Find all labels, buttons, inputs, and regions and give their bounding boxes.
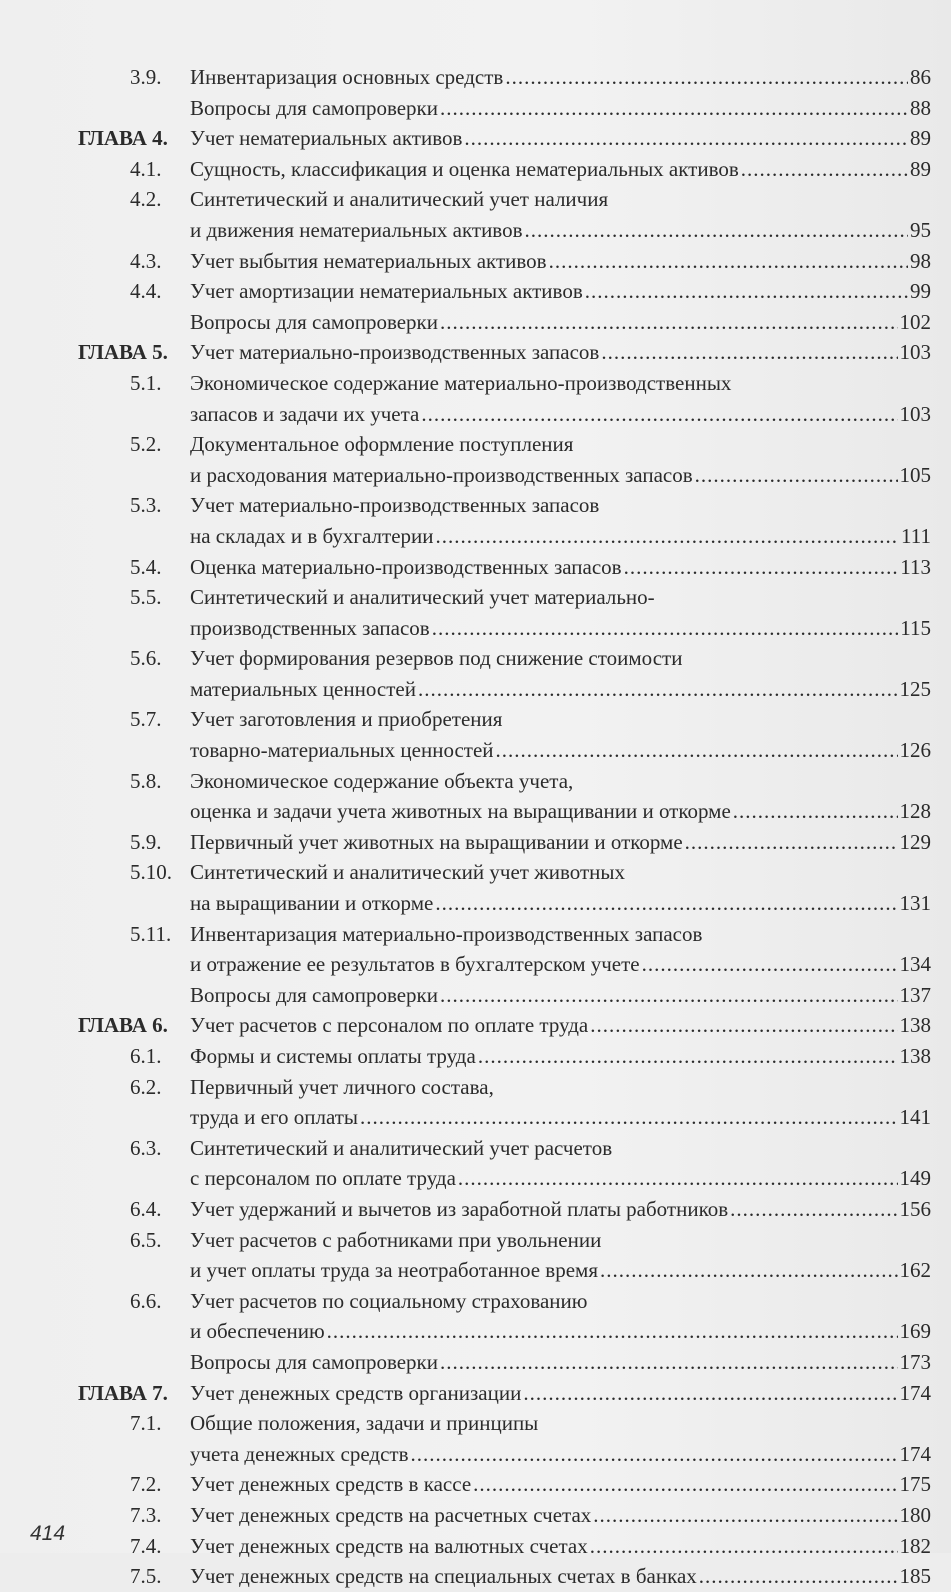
toc-entry-page: 149 xyxy=(899,1166,931,1191)
toc-entry-title-line xyxy=(190,1102,931,1133)
toc-entry-title-line xyxy=(190,888,931,919)
toc-entry-number: 4.3. xyxy=(130,248,162,273)
toc-entry-number: 7.4. xyxy=(130,1533,162,1558)
toc-entry-title-line: Синтетический и аналитический учет наличия xyxy=(190,187,609,212)
toc-entry-title: Первичный учет животных на выращивании и откорме xyxy=(190,829,683,854)
toc-entry-page: 103 xyxy=(899,401,931,426)
toc-entry-body xyxy=(190,368,931,429)
toc-chapter-entry xyxy=(78,123,931,154)
toc-entry-page: 174 xyxy=(899,1441,931,1466)
toc-entry-number: 6.4. xyxy=(130,1196,162,1221)
toc-entry-title: учета денежных средств xyxy=(190,1441,409,1466)
toc-entry-title-line xyxy=(190,1163,931,1194)
toc-entry-title: Учет денежных средств на специальных счетах в банках xyxy=(190,1564,697,1589)
dot-leader xyxy=(699,1561,898,1592)
toc-section-entry xyxy=(78,1286,931,1347)
toc-section-entry xyxy=(78,552,931,583)
toc-entry-number: 5.4. xyxy=(130,554,162,579)
toc-section-entry xyxy=(78,1347,931,1378)
toc-entry-body xyxy=(190,123,931,154)
toc-entry-title-line xyxy=(190,827,931,858)
toc-entry-body xyxy=(190,1378,931,1409)
toc-entry-page: 113 xyxy=(900,554,931,579)
toc-entry-title-line: Инвентаризация материально-производственных запасов xyxy=(190,921,703,946)
toc-entry-title: и учет оплаты труда за неотработанное время xyxy=(190,1258,598,1283)
toc-entry-title: товарно-материальных ценностей xyxy=(190,738,494,763)
dot-leader xyxy=(458,1163,898,1194)
toc-entry-body xyxy=(190,1133,931,1194)
toc-entry-body xyxy=(190,857,931,918)
toc-entry-title: и расходования материально-производственных запасов xyxy=(190,462,693,487)
toc-entry-page: 105 xyxy=(899,462,931,487)
toc-entry-title-line: Учет расчетов по социальному страхованию xyxy=(190,1288,588,1313)
dot-leader xyxy=(525,215,909,246)
toc-entry-page: 141 xyxy=(899,1105,931,1130)
toc-entry-title: Вопросы для самопроверки xyxy=(190,982,439,1007)
toc-entry-page: 115 xyxy=(900,615,931,640)
toc-entry-body xyxy=(190,184,931,245)
dot-leader xyxy=(473,1469,897,1500)
toc-entry-title-line: Документальное оформление поступления xyxy=(190,432,574,457)
toc-entry-body xyxy=(190,1072,931,1133)
toc-entry-page: 89 xyxy=(910,126,931,151)
toc-section-entry xyxy=(78,766,931,827)
toc-entry-number: 4.1. xyxy=(130,156,162,181)
toc-entry-title-line: Учет материально-производственных запасов xyxy=(190,493,600,518)
toc-entry-page: 182 xyxy=(899,1533,931,1558)
toc-entry-body xyxy=(190,1500,931,1531)
toc-entry-title: запасов и задачи их учета xyxy=(190,401,420,426)
toc-entry-number: 5.8. xyxy=(130,768,162,793)
toc-entry-number: 5.9. xyxy=(130,829,162,854)
dot-leader xyxy=(590,1531,898,1562)
toc-entry-body xyxy=(190,490,931,551)
toc-entry-title: Учет денежных средств на расчетных счетах xyxy=(190,1502,592,1527)
toc-section-entry xyxy=(78,1072,931,1133)
toc-entry-title: с персоналом по оплате труда xyxy=(190,1166,456,1191)
toc-entry-title: Учет амортизации нематериальных активов xyxy=(190,279,583,304)
toc-entry-body xyxy=(190,766,931,827)
toc-entry-page: 175 xyxy=(899,1472,931,1497)
dot-leader xyxy=(421,399,897,430)
toc-entry-body xyxy=(190,246,931,277)
toc-section-entry xyxy=(78,429,931,490)
toc-entry-title-line xyxy=(190,1561,931,1592)
toc-entry-number: 6.6. xyxy=(130,1288,162,1313)
toc-section-entry xyxy=(78,184,931,245)
toc-entry-number: 5.5. xyxy=(130,585,162,610)
toc-entry-page: 174 xyxy=(899,1380,931,1405)
dot-leader xyxy=(440,307,897,338)
toc-entry-title: труда и его оплаты xyxy=(190,1105,359,1130)
toc-section-entry xyxy=(78,368,931,429)
toc-entry-number: ГЛАВА 4. xyxy=(78,126,168,151)
toc-entry-title-line xyxy=(190,949,931,980)
toc-section-entry xyxy=(78,1041,931,1072)
dot-leader xyxy=(730,1194,897,1225)
toc-entry-body xyxy=(190,154,931,185)
toc-entry-page: 86 xyxy=(910,65,931,89)
toc-entry-number: 4.2. xyxy=(130,187,162,212)
toc-entry-title-line xyxy=(190,1531,931,1562)
toc-entry-title: и отражение ее результатов в бухгалтерском учете xyxy=(190,952,640,977)
toc-entry-title-line xyxy=(190,1010,931,1041)
toc-entry-title-line: Синтетический и аналитический учет животных xyxy=(190,860,625,885)
toc-entry-number: ГЛАВА 6. xyxy=(78,1013,168,1038)
toc-entry-page: 88 xyxy=(910,95,931,120)
toc-section-entry xyxy=(78,93,931,124)
toc-entry-page: 95 xyxy=(910,217,931,242)
toc-entry-title: Учет материально-производственных запасов xyxy=(190,340,600,365)
dot-leader xyxy=(733,796,898,827)
toc-entry-title-line xyxy=(190,735,931,766)
toc-entry-body xyxy=(190,1010,931,1041)
dot-leader xyxy=(496,735,898,766)
toc-section-entry xyxy=(78,980,931,1011)
dot-leader xyxy=(418,674,898,705)
toc-entry-body xyxy=(190,827,931,858)
dot-leader xyxy=(360,1102,897,1133)
toc-entry-title: Сущность, классификация и оценка нематериальных активов xyxy=(190,156,739,181)
toc-entry-title-line xyxy=(190,980,931,1011)
toc-entry-title: Формы и системы оплаты труда xyxy=(190,1044,476,1068)
toc-entry-body xyxy=(190,337,931,368)
toc-entry-title: производственных запасов xyxy=(190,615,430,640)
toc-entry-page: 173 xyxy=(899,1349,931,1374)
toc-entry-page: 138 xyxy=(899,1013,931,1038)
toc-entry-number: 5.10. xyxy=(130,860,172,885)
toc-entry-title-line xyxy=(190,1316,931,1347)
toc-entry-title: оценка и задачи учета животных на выращивании и откорме xyxy=(190,799,731,824)
toc-entry-title-line xyxy=(190,399,931,430)
toc-section-entry xyxy=(78,919,931,980)
toc-entry-title: Учет денежных средств организации xyxy=(190,1380,522,1405)
toc-entry-page: 137 xyxy=(899,982,931,1007)
toc-entry-number: 5.3. xyxy=(130,493,162,518)
toc-entry-number: 5.11. xyxy=(130,921,172,946)
toc-entry-body xyxy=(190,62,931,93)
toc-entry-title: Оценка материально-производственных запасов xyxy=(190,554,622,579)
toc-entry-number: 5.1. xyxy=(130,370,162,395)
toc-entry-body xyxy=(190,980,931,1011)
toc-section-entry xyxy=(78,1469,931,1500)
toc-entry-title-line xyxy=(190,552,931,583)
dot-leader xyxy=(440,93,908,124)
toc-entry-title-line xyxy=(190,1347,931,1378)
toc-entry-body xyxy=(190,919,931,980)
toc-section-entry xyxy=(78,154,931,185)
dot-leader xyxy=(593,1500,897,1531)
toc-entry-title: Учет удержаний и вычетов из заработной платы работников xyxy=(190,1196,729,1221)
toc-entry-number: 6.3. xyxy=(130,1135,162,1160)
dot-leader xyxy=(440,980,897,1011)
toc-section-entry xyxy=(78,1408,931,1469)
toc-entry-number: 3.9. xyxy=(130,65,162,89)
toc-entry-title: и движения нематериальных активов xyxy=(190,217,523,242)
toc-section-entry xyxy=(78,1225,931,1286)
dot-leader xyxy=(432,613,899,644)
toc-entry-number: 6.2. xyxy=(130,1074,162,1099)
toc-entry-title: Учет денежных средств в кассе xyxy=(190,1472,472,1497)
toc-section-entry xyxy=(78,1561,931,1592)
dot-leader xyxy=(464,123,908,154)
toc-entry-body xyxy=(190,1194,931,1225)
toc-entry-number: 6.1. xyxy=(130,1044,162,1068)
toc-entry-body xyxy=(190,1041,931,1072)
toc-entry-title: Учет расчетов с персоналом по оплате труда xyxy=(190,1013,589,1038)
toc-entry-number: 7.1. xyxy=(130,1411,162,1436)
toc-entry-title-line xyxy=(190,215,931,246)
toc-entry-page: 180 xyxy=(899,1502,931,1527)
toc-entry-page: 134 xyxy=(899,952,931,977)
toc-entry-body xyxy=(190,307,931,338)
toc-entry-title: на складах и в бухгалтерии xyxy=(190,523,434,548)
toc-entry-number: 5.7. xyxy=(130,707,162,732)
toc-entry-title-line xyxy=(190,521,931,552)
toc-entry-body xyxy=(190,276,931,307)
toc-section-entry xyxy=(78,307,931,338)
toc-entry-number: ГЛАВА 5. xyxy=(78,340,168,365)
toc-entry-body xyxy=(190,704,931,765)
toc-chapter-entry xyxy=(78,337,931,368)
toc-entry-page: 98 xyxy=(910,248,931,273)
toc-section-entry xyxy=(78,1194,931,1225)
toc-entry-title-line xyxy=(190,154,931,185)
toc-entry-number: 7.2. xyxy=(130,1472,162,1497)
toc-entry-page: 125 xyxy=(899,676,931,701)
toc-section-entry xyxy=(78,857,931,918)
toc-section-entry xyxy=(78,62,931,93)
dot-leader xyxy=(327,1316,898,1347)
toc-entry-title-line xyxy=(190,1378,931,1409)
toc-entry-title-line: Синтетический и аналитический учет материально- xyxy=(190,585,655,610)
toc-entry-title-line xyxy=(190,1041,931,1072)
toc-entry-title-line xyxy=(190,123,931,154)
dot-leader xyxy=(436,521,900,552)
page-number: 414 xyxy=(30,1522,66,1545)
dot-leader xyxy=(601,337,897,368)
toc-entry-number: ГЛАВА 7. xyxy=(78,1380,168,1405)
toc-entry-body xyxy=(190,1286,931,1347)
dot-leader xyxy=(505,62,908,93)
toc-entry-title: Учет денежных средств на валютных счетах xyxy=(190,1533,588,1558)
dot-leader xyxy=(549,246,908,277)
toc-entry-page: 89 xyxy=(910,156,931,181)
toc-section-entry xyxy=(78,643,931,704)
dot-leader xyxy=(685,827,898,858)
toc-entry-body xyxy=(190,552,931,583)
toc-entry-page: 169 xyxy=(899,1319,931,1344)
toc-entry-title-line xyxy=(190,796,931,827)
toc-entry-body xyxy=(190,1225,931,1286)
dot-leader xyxy=(440,1347,897,1378)
toc-entry-number: 7.3. xyxy=(130,1502,162,1527)
toc-section-entry xyxy=(78,1133,931,1194)
toc-section-entry xyxy=(78,704,931,765)
toc-entry-body xyxy=(190,1408,931,1469)
toc-entry-title-line xyxy=(190,93,931,124)
dot-leader xyxy=(642,949,898,980)
dot-leader xyxy=(741,154,908,185)
dot-leader xyxy=(523,1378,897,1409)
toc-entry-title-line: Общие положения, задачи и принципы xyxy=(190,1411,539,1436)
toc-section-entry xyxy=(78,490,931,551)
toc-entry-title: на выращивании и откорме xyxy=(190,891,434,916)
toc-section-entry xyxy=(78,246,931,277)
toc-entry-title-line xyxy=(190,1194,931,1225)
toc-entry-page: 131 xyxy=(899,891,931,916)
dot-leader xyxy=(411,1439,898,1470)
toc-entry-title-line: Учет формирования резервов под снижение стоимости xyxy=(190,646,683,671)
toc-entry-body xyxy=(190,1469,931,1500)
toc-entry-page: 103 xyxy=(899,340,931,365)
toc-entry-body xyxy=(190,1531,931,1562)
dot-leader xyxy=(624,552,899,583)
toc-section-entry xyxy=(78,1531,931,1562)
toc-entry-title-line: Учет заготовления и приобретения xyxy=(190,707,503,732)
toc-entry-page: 156 xyxy=(899,1196,931,1221)
toc-entry-title-line xyxy=(190,613,931,644)
toc-entry-title: Учет нематериальных активов xyxy=(190,126,463,151)
table-of-contents xyxy=(78,62,931,1592)
toc-entry-number: 5.2. xyxy=(130,432,162,457)
toc-entry-title: Вопросы для самопроверки xyxy=(190,95,439,120)
toc-section-entry xyxy=(78,582,931,643)
toc-entry-title-line: Экономическое содержание материально-производственных xyxy=(190,370,732,395)
toc-entry-page: 129 xyxy=(899,829,931,854)
toc-entry-title-line: Синтетический и аналитический учет расчетов xyxy=(190,1135,613,1160)
toc-entry-title: Вопросы для самопроверки xyxy=(190,309,439,334)
toc-entry-body xyxy=(190,1347,931,1378)
toc-section-entry xyxy=(78,1500,931,1531)
toc-entry-page: 102 xyxy=(899,309,931,334)
toc-entry-title-line xyxy=(190,460,931,491)
dot-leader xyxy=(590,1010,897,1041)
toc-entry-title-line xyxy=(190,674,931,705)
toc-entry-title: Вопросы для самопроверки xyxy=(190,1349,439,1374)
toc-entry-page: 111 xyxy=(901,523,931,548)
toc-entry-title-line xyxy=(190,1469,931,1500)
toc-entry-body xyxy=(190,643,931,704)
toc-entry-title-line: Учет расчетов с работниками при увольнении xyxy=(190,1227,602,1252)
dot-leader xyxy=(478,1041,898,1072)
toc-entry-page: 128 xyxy=(899,799,931,824)
dot-leader xyxy=(435,888,897,919)
toc-entry-page: 126 xyxy=(899,738,931,763)
toc-entry-title-line xyxy=(190,62,931,93)
toc-entry-page: 99 xyxy=(910,279,931,304)
toc-entry-title: Учет выбытия нематериальных активов xyxy=(190,248,547,273)
toc-section-entry xyxy=(78,827,931,858)
toc-entry-title-line xyxy=(190,246,931,277)
toc-entry-body xyxy=(190,429,931,490)
toc-entry-number: 6.5. xyxy=(130,1227,162,1252)
toc-entry-title: Инвентаризация основных средств xyxy=(190,65,504,89)
toc-entry-page: 185 xyxy=(899,1564,931,1589)
toc-entry-title-line xyxy=(190,1255,931,1286)
toc-chapter-entry xyxy=(78,1378,931,1409)
toc-entry-body xyxy=(190,582,931,643)
toc-entry-number: 5.6. xyxy=(130,646,162,671)
toc-entry-body xyxy=(190,1561,931,1592)
toc-section-entry xyxy=(78,276,931,307)
toc-entry-title-line: Экономическое содержание объекта учета, xyxy=(190,768,574,793)
toc-entry-title-line xyxy=(190,1500,931,1531)
toc-entry-number: 4.4. xyxy=(130,279,162,304)
toc-entry-title-line xyxy=(190,276,931,307)
dot-leader xyxy=(695,460,898,491)
dot-leader xyxy=(600,1255,898,1286)
dot-leader xyxy=(585,276,908,307)
toc-entry-title: и обеспечению xyxy=(190,1319,325,1344)
toc-entry-title-line xyxy=(190,1439,931,1470)
toc-entry-title: материальных ценностей xyxy=(190,676,416,701)
toc-entry-title-line xyxy=(190,307,931,338)
toc-chapter-entry xyxy=(78,1010,931,1041)
toc-entry-title-line xyxy=(190,337,931,368)
toc-entry-number: 7.5. xyxy=(130,1564,162,1589)
toc-entry-page: 162 xyxy=(899,1258,931,1283)
toc-entry-title-line: Первичный учет личного состава, xyxy=(190,1074,494,1099)
toc-entry-page: 138 xyxy=(899,1044,931,1068)
toc-entry-body xyxy=(190,93,931,124)
